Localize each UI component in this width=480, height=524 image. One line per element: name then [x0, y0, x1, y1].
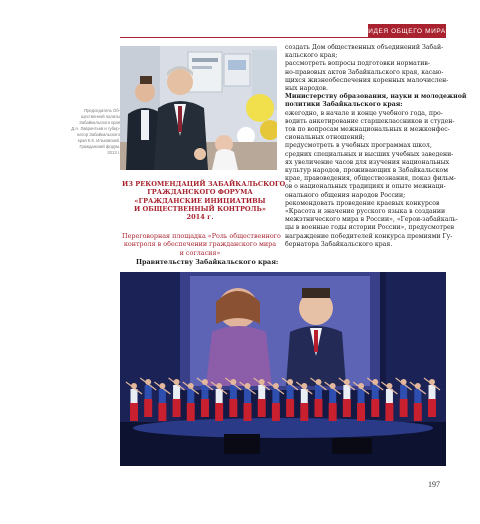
platform-line: Переговорная площадка «Роль общественного [122, 232, 281, 240]
body-text-line: ов о национальных традициях и опыте межнаци- [285, 183, 446, 191]
body-text-line: онального общения народов России; [285, 191, 406, 199]
recommendations-heading [122, 180, 286, 222]
platform-subheading [122, 232, 281, 257]
heading-line: ГРАЖДАНСКОГО ФОРУМА [147, 188, 253, 197]
caption-line: натор Забайкальского [76, 132, 120, 137]
body-text-line: ежегодно, в начале и конце учебного года, про- [285, 109, 443, 117]
section-header-banner [368, 24, 446, 38]
header-rule [120, 37, 446, 38]
caption-line: края К.К. Ильковский. [77, 138, 120, 143]
body-text-line: тов по вопросам межнациональных и межконфес- [285, 126, 450, 134]
heading-line: «ГРАЖДАНСКИЕ ИНИЦИАТИВЫ [134, 196, 266, 205]
body-text-line: щихся жизнеобеспечения коренных малочислен- [285, 76, 449, 84]
body-text-line: межэтнического мира в России», «Герои-забайкаль- [285, 216, 458, 224]
forum-photo [120, 46, 277, 170]
section-title: ИДЕЯ ОБЩЕГО МИРА [368, 27, 446, 35]
heading-line: И ОБЩЕСТВЕННЫЙ КОНТРОЛЬ» [133, 204, 267, 213]
body-text-line: политики Забайкальского края: [285, 101, 403, 109]
platform-line: контроля в обеспечении гражданского мира [123, 240, 277, 249]
body-text-line: бернатора Забайкальского края. [285, 240, 393, 248]
caption-line: Гражданский форум. [79, 144, 120, 149]
body-text-line: предусмотреть в учебных программах школ, [285, 142, 432, 150]
body-text-line: ях увеличение часов для изучения национальных [285, 158, 450, 166]
right-column-text [285, 44, 467, 249]
body-text-line: создать Дом общественных объединений Забай- [285, 44, 444, 51]
page-number: 197 [428, 480, 440, 489]
forum-photo-illustration [120, 46, 277, 170]
body-text-line: рекомендовать проведение краевых конкурсов [285, 199, 440, 207]
heading-line: 2014 г. [186, 213, 214, 222]
body-text-line: водить анкетирование старшеклассников и студен- [285, 117, 455, 125]
body-text-line: сиональных отношений; [285, 134, 365, 142]
body-text-line: Министерству образования, науки и молодежной [285, 93, 467, 101]
heading-line: ИЗ РЕКОМЕНДАЦИЙ ЗАБАЙКАЛЬСКОГО [122, 180, 286, 188]
caption-line: Д.А. Лаврентьев и губер- [71, 126, 120, 131]
body-text-line: но-правовых актов Забайкальского края, касаю- [285, 68, 444, 76]
body-text-line: крае, правоведения, обществознания, показ фильм- [285, 175, 456, 183]
body-text-line: «Красота и значение русского языка в создании [285, 208, 446, 216]
body-text-line: цы в военные годы истории России», предусмотрев [285, 224, 455, 232]
body-text-line: кальского края; [285, 52, 338, 60]
caption-line: Председатель Об- [84, 108, 120, 113]
performance-illustration [120, 272, 446, 466]
caption-line: 2013 г. [107, 150, 120, 155]
body-text-line: средних специальных и высших учебных заведени- [285, 150, 454, 158]
caption-line: Забайкальского края [79, 120, 120, 125]
body-text-line: культур народов, проживающих в Забайкальском [285, 167, 449, 175]
body-text-line: рассмотреть вопросы подготовки норматив- [285, 60, 430, 68]
dance-performance-photo [120, 272, 446, 466]
government-addressee: Правительству Забайкальского края: [136, 258, 279, 266]
body-text-line: ных народов. [285, 85, 328, 93]
body-text-line: награждение победителей конкурса премиями Гу- [285, 232, 453, 240]
platform-line: и согласия» [179, 248, 221, 257]
caption-line: щественной палаты [81, 114, 120, 119]
photo-caption [36, 108, 120, 156]
